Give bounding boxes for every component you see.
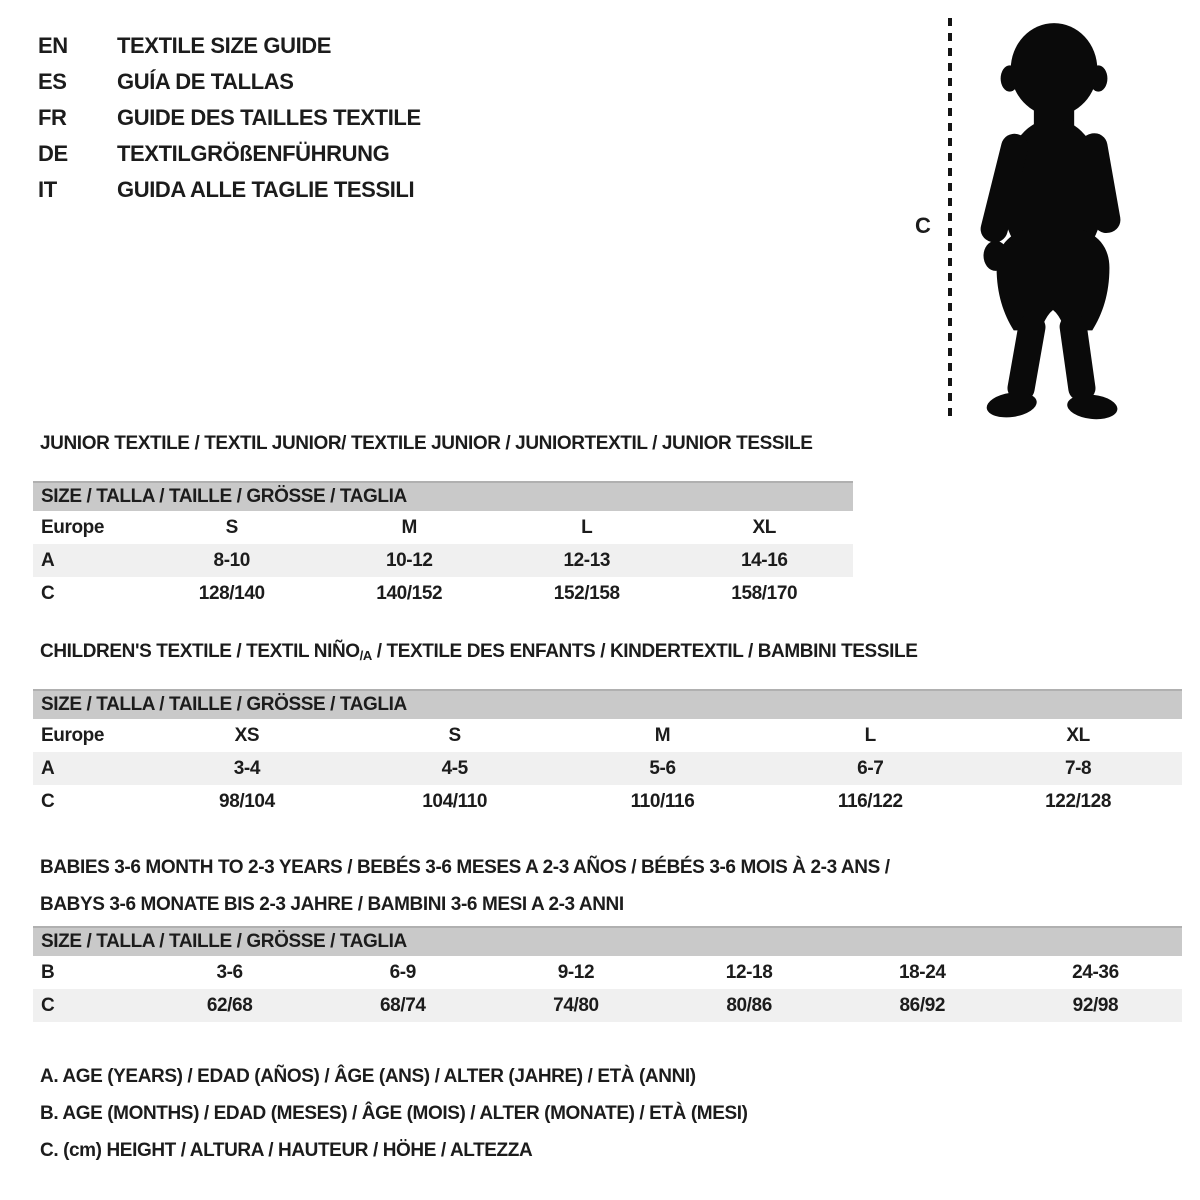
guide-title: GUIDE DES TAILLES TEXTILE: [117, 105, 421, 130]
row-label: Europe: [41, 516, 105, 538]
age-cell: 14-16: [740, 549, 788, 571]
size-cell: L: [581, 516, 593, 538]
height-cell: 122/128: [1045, 790, 1112, 812]
row-label: B: [41, 961, 55, 983]
age-cell: 7-8: [1064, 757, 1092, 779]
babies-heading-line1: BABIES 3-6 MONTH TO 2-3 YEARS / BEBÉS 3-6 MESES A 2-3 AÑOS / BÉBÉS 3-6 MOIS À 2-3 ANS /: [40, 857, 890, 878]
age-cell: 3-4: [233, 757, 261, 779]
height-cell: 128/140: [198, 582, 265, 604]
lang-row-fr: [38, 100, 421, 136]
height-cell: 62/68: [206, 994, 253, 1016]
row-label: A: [41, 757, 55, 779]
guide-title: TEXTILE SIZE GUIDE: [117, 33, 332, 58]
size-header-bar: SIZE / TALLA / TAILLE / GRÖSSE / TAGLIA: [33, 926, 1182, 956]
lang-row-it: [38, 172, 421, 208]
size-cell: S: [448, 724, 461, 746]
lang-code: ES: [38, 69, 67, 94]
months-cell: 18-24: [898, 961, 946, 983]
lang-code: IT: [38, 177, 57, 202]
size-cell: XL: [1066, 724, 1090, 746]
size-cell: XS: [234, 724, 260, 746]
children-heading-text: CHILDREN'S TEXTILE / TEXTIL NIÑO: [40, 641, 360, 662]
months-cell: 12-18: [725, 961, 773, 983]
height-cell: 92/98: [1072, 994, 1119, 1016]
guide-title: GUIDA ALLE TAGLIE TESSILI: [117, 177, 415, 202]
height-cell: 104/110: [422, 790, 488, 812]
size-cell: M: [401, 516, 417, 538]
table-row-europe: [33, 511, 853, 544]
age-cell: 10-12: [385, 549, 433, 571]
table-row-height: [33, 577, 853, 610]
age-cell: 6-7: [857, 757, 884, 779]
height-cell: 74/80: [553, 994, 599, 1016]
table-row-europe: [33, 719, 1182, 752]
lang-row-es: [38, 64, 421, 100]
legend-line-c: C. (cm) HEIGHT / ALTURA / HAUTEUR / HÖHE / ALTEZZA: [40, 1140, 533, 1161]
height-cell: 98/104: [219, 790, 275, 812]
size-cell: XL: [752, 516, 776, 538]
babies-heading-line2: BABYS 3-6 MONATE BIS 2-3 JAHRE / BAMBINI 3-6 MESI A 2-3 ANNI: [40, 894, 624, 915]
size-cell: S: [225, 516, 238, 538]
age-cell: 4-5: [441, 757, 468, 779]
children-size-table: [33, 689, 1182, 818]
guide-title: GUÍA DE TALLAS: [117, 69, 294, 94]
age-cell: 5-6: [649, 757, 676, 779]
size-cell: M: [654, 724, 671, 746]
junior-section-heading: JUNIOR TEXTILE / TEXTIL JUNIOR/ TEXTILE JUNIOR / JUNIORTEXTIL / JUNIOR TESSILE: [40, 433, 813, 454]
babies-section-heading: [40, 849, 890, 923]
lang-code: DE: [38, 141, 68, 166]
months-cell: 3-6: [216, 961, 243, 983]
legend-line-b: B. AGE (MONTHS) / EDAD (MESES) / ÂGE (MOIS) / ALTER (MONATE) / ETÀ (MESI): [40, 1103, 748, 1124]
age-cell: 12-13: [563, 549, 611, 571]
age-cell: 8-10: [213, 549, 250, 571]
months-cell: 24-36: [1072, 961, 1119, 983]
height-cell: 116/122: [837, 790, 903, 812]
height-cell: 110/116: [630, 790, 695, 812]
table-row-height: [33, 989, 1182, 1022]
height-cell: 68/74: [379, 994, 426, 1016]
row-label: C: [41, 994, 55, 1016]
table-row-age: [33, 544, 853, 577]
legend-line-a: A. AGE (YEARS) / EDAD (AÑOS) / ÂGE (ANS) / ALTER (JAHRE) / ETÀ (ANNI): [40, 1066, 696, 1087]
lang-row-de: [38, 136, 421, 172]
language-title-list: [38, 28, 421, 208]
measurement-legend: [40, 1066, 748, 1177]
row-label: C: [41, 582, 55, 604]
children-section-heading: [40, 640, 917, 664]
height-cell: 140/152: [376, 582, 443, 604]
table-row-height: [33, 785, 1182, 818]
lang-row-en: [38, 28, 421, 64]
lang-code: FR: [38, 105, 67, 130]
months-cell: 9-12: [557, 961, 595, 983]
size-cell: L: [864, 724, 876, 746]
toddler-silhouette-icon: [965, 14, 1137, 422]
children-heading-subscript: /A: [359, 648, 372, 663]
height-cell: 86/92: [899, 994, 946, 1016]
babies-size-table: [33, 926, 1182, 1022]
size-header-bar: SIZE / TALLA / TAILLE / GRÖSSE / TAGLIA: [33, 689, 1182, 719]
children-heading-text: / TEXTILE DES ENFANTS / KINDERTEXTIL / BAMBINI TESSILE: [371, 641, 918, 662]
height-measure-figure: [905, 10, 1160, 430]
height-measure-label: C: [915, 213, 931, 238]
size-header-bar: SIZE / TALLA / TAILLE / GRÖSSE / TAGLIA: [33, 481, 853, 511]
table-row-age: [33, 752, 1182, 785]
row-label: Europe: [41, 724, 105, 746]
junior-size-table: [33, 481, 853, 610]
lang-code: EN: [38, 33, 68, 58]
height-cell: 80/86: [726, 994, 772, 1016]
height-dashed-line: [948, 18, 952, 418]
height-cell: 152/158: [553, 582, 620, 604]
row-label: A: [41, 549, 55, 571]
table-row-months: [33, 956, 1182, 989]
guide-title: TEXTILGRÖßENFÜHRUNG: [117, 141, 390, 166]
months-cell: 6-9: [389, 961, 416, 983]
row-label: C: [41, 790, 55, 812]
height-cell: 158/170: [731, 582, 798, 604]
